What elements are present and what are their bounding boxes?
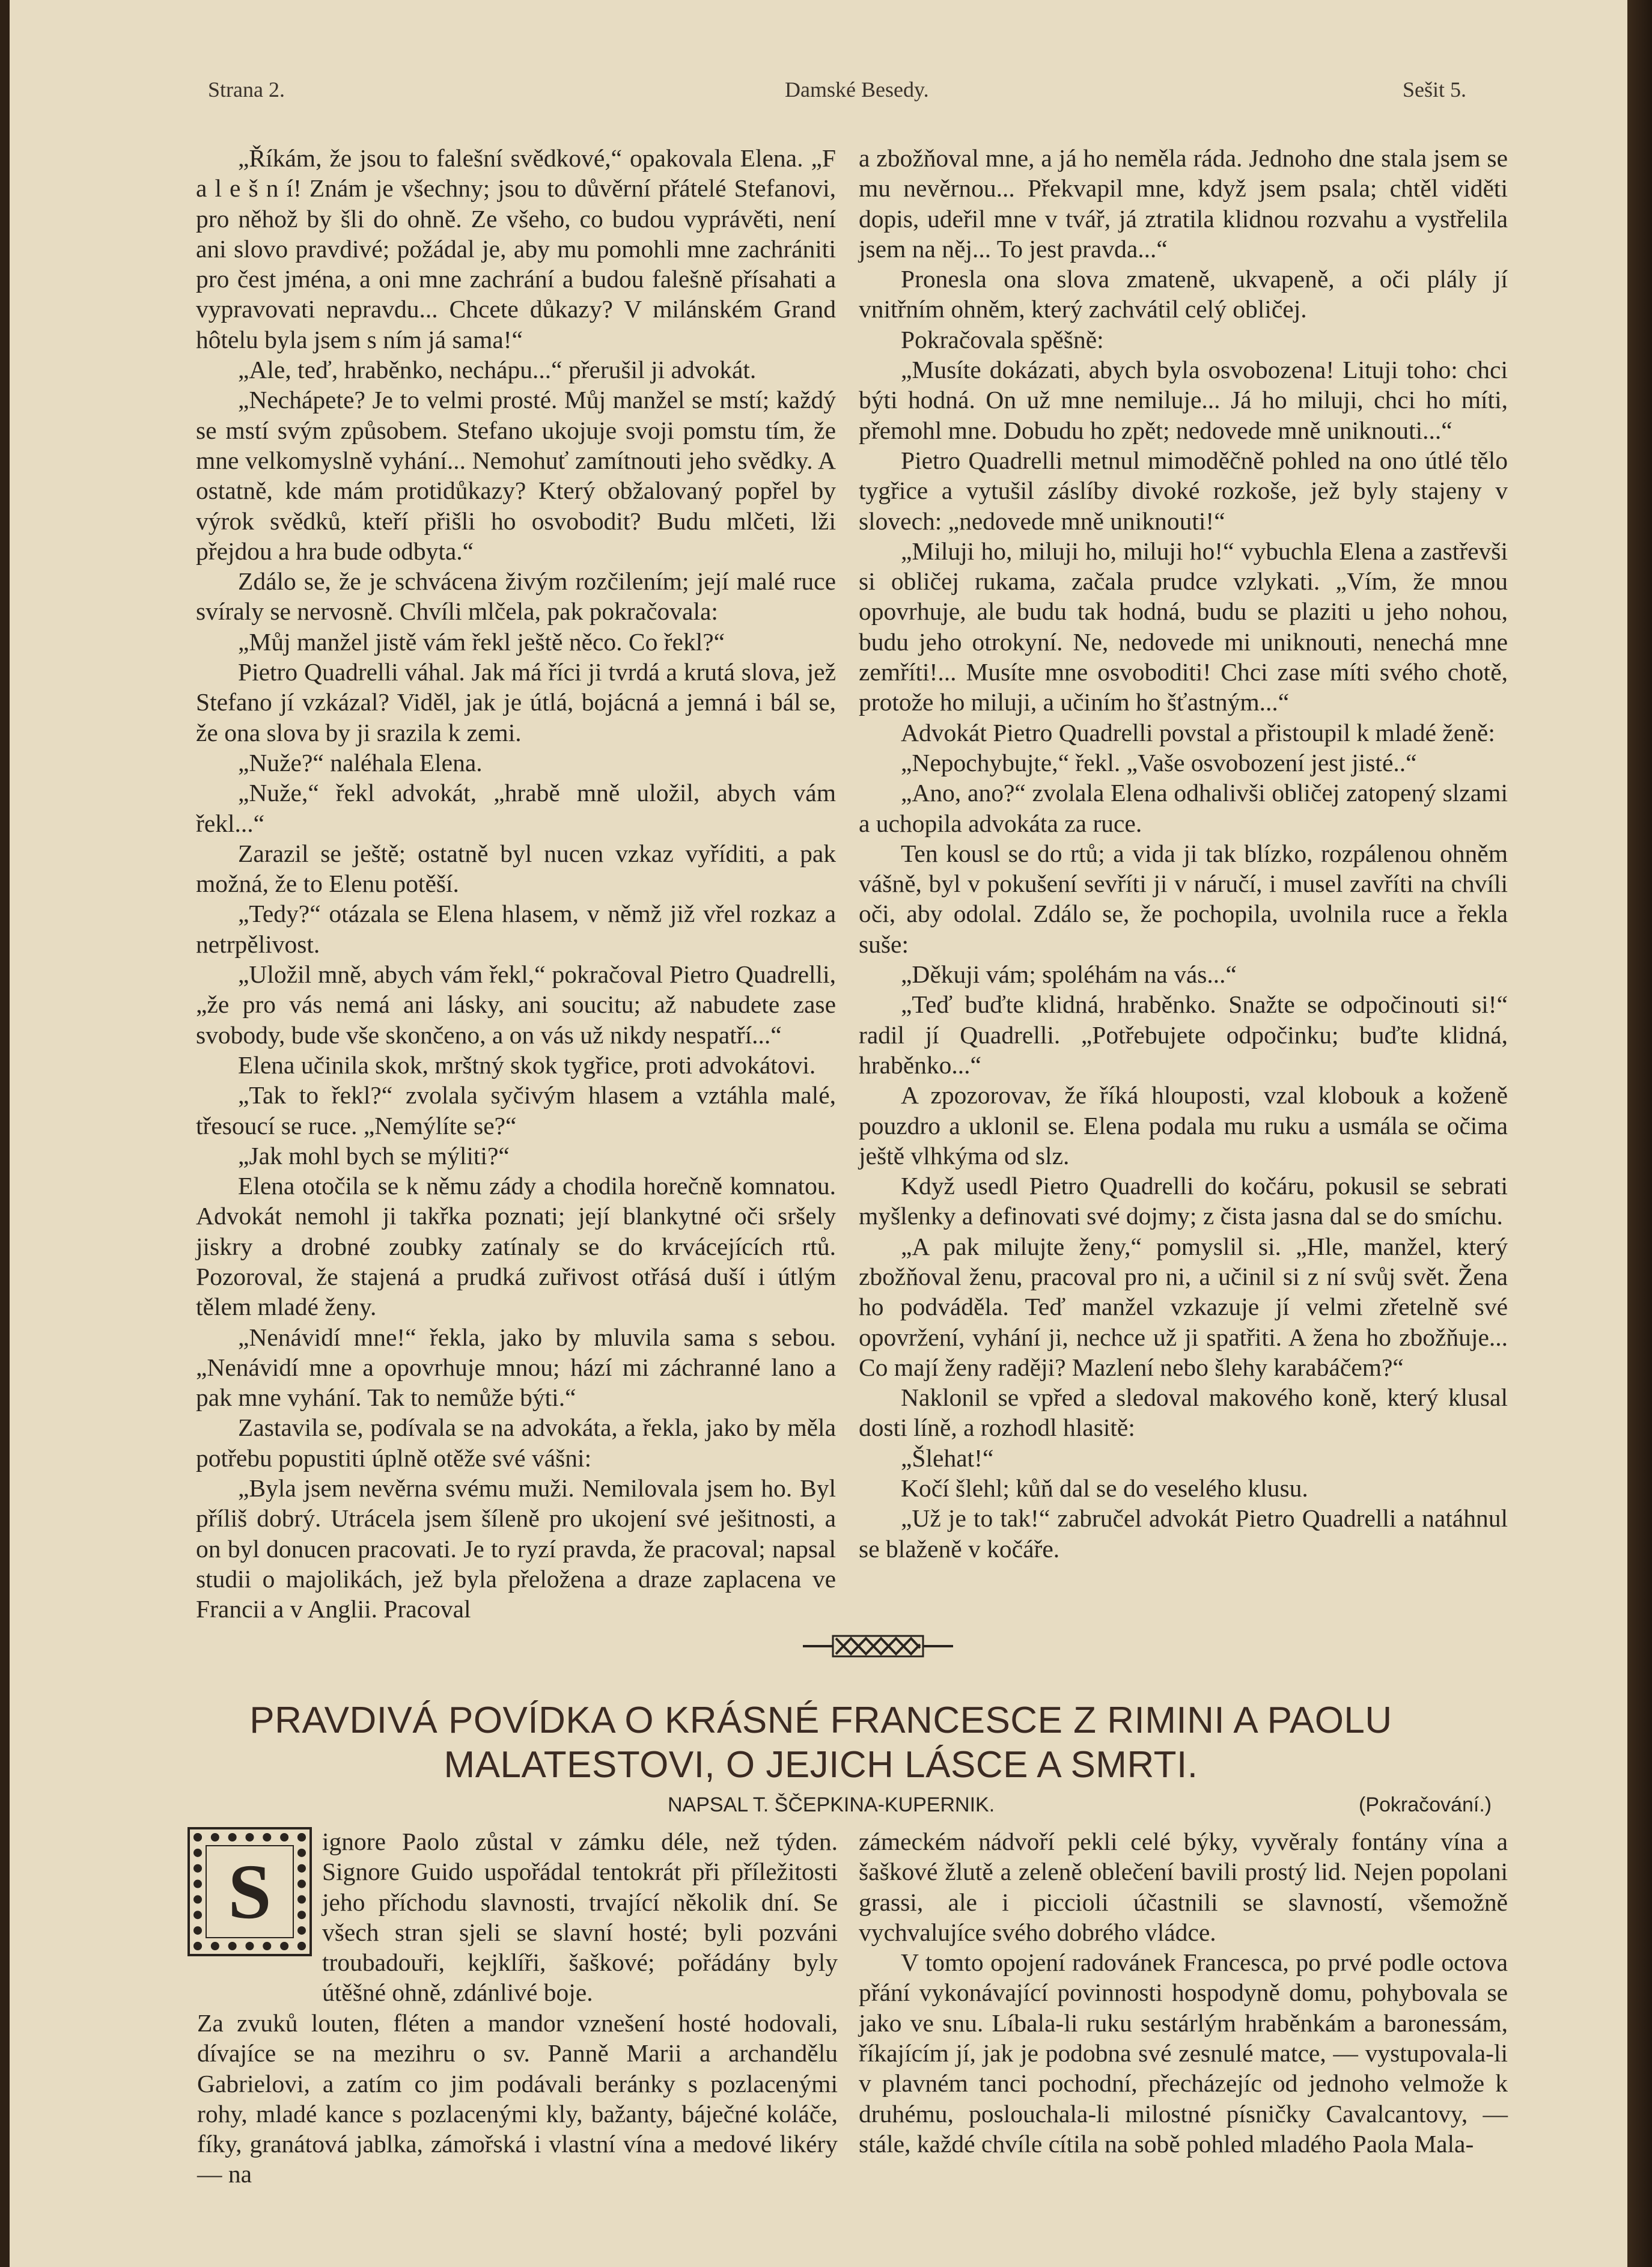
paragraph: Pietro Quadrelli váhal. Jak má říci ji tvrdá a krutá slova, jež Stefano jí vzkázal? Viděl, jak je útlá, bojácná a jemná i bál se, že ona slova by ji srazila k zemi. [196, 658, 836, 746]
paragraph: Elena otočila se k němu zády a chodila horečně komnatou. Advokát nemohl ji takřka poznati; její blankytné oči sršely jiskry a drobné zoubky zatínaly se do krvácejících rtů. Pozoroval, že stajená a prudká zuřivost otřásá duší i útlým tělem mladé ženy. [196, 1172, 836, 1321]
paragraph: a zbožňoval mne, a já ho neměla ráda. Jednoho dne stala jsem se mu nevěrnou... Překvapil mne, když jsem psala; chtěl viděti dopis, udeřil mne v tvář, já ztratila klidnou rozvahu a vystřelila jsem na něj... To jest pravda...“ [859, 144, 1508, 263]
paragraph: „Tedy?“ otázala se Elena hlasem, v němž již vřel rozkaz a netrpělivost. [196, 900, 836, 958]
story2-author: NAPSAL T. ŠČEPKINA-KUPERNIK. [668, 1793, 995, 1816]
paragraph: „Teď buďte klidná, hraběnko. Snažte se odpočinouti si!“ radil jí Quadrelli. „Potřebujete odpočinku; buďte klidná, hraběnko...“ [859, 990, 1508, 1079]
paragraph: Když usedl Pietro Quadrelli do kočáru, pokusil se sebrati myšlenky a definovati své dojmy; z čista jasna dal se do smíchu. [859, 1172, 1508, 1230]
paragraph: V tomto opojení radovánek Francesca, po prvé podle octova přání vykonávající povinnosti hospodyně domu, pohybovala se jako ve snu. Líbala-li ruku sestárlým hraběnkám a baronessám, říkajícím jí, jak je podobna své zesnulé matce, — vystupovala-li v plavném tanci pochodní, přecházejíc od jednoho velmože k druhému, poslouchala-li milostné písničky Cavalcantovy, — stále, každé chvíle cítila na sobě pohled mladého Paola Mala- [859, 1948, 1508, 2158]
story2-title-line: PRAVDIVÁ POVÍDKA O KRÁSNÉ FRANCESCE Z RIMINI A PAOLU [249, 1700, 1392, 1741]
drop-cap-letter: S [206, 1845, 294, 1938]
paragraph: „Nenávidí mne!“ řekla, jako by mluvila sama s sebou. „Nenávidí mne a opovrhuje mnou; hází mi záchranné lano a pak mne vyhání. Tak to nemůže býti.“ [196, 1323, 836, 1412]
paragraph: „Byla jsem nevěrna svému muži. Nemilovala jsem ho. Byl příliš dobrý. Utrácela jsem šíleně pro ukojení své ješitnosti, a on byl donucen pracovati. Je to ryzí pravda, že pracoval; napsal studii o majolikách, jež byla přeložena a draze zaplacena ve Francii a v Anglii. Pracoval [196, 1474, 836, 1623]
paragraph: A zpozorovav, že říká hlouposti, vzal klobouk a koženě pouzdro a uklonil se. Elena podala mu ruku a usmála se očima ještě vlhkýma od slz. [859, 1081, 1508, 1170]
drop-cap [187, 1827, 312, 1956]
paragraph: „Ano, ano?“ zvolala Elena odhalivši obličej zatopený slzami a uchopila advokáta za ruce. [859, 779, 1508, 837]
paragraph: Zdálo se, že je schvácena živým rozčilením; její malé ruce svíraly se nervosně. Chvíli mlčela, pak pokračovala: [196, 567, 836, 626]
paragraph: Zarazil se ještě; ostatně byl nucen vzkaz vyříditi, a pak možná, že to Elenu potěší. [196, 839, 836, 898]
paragraph: Kočí šlehl; kůň dal se do veselého klusu. [901, 1474, 1308, 1503]
paragraph: „Nuže?“ naléhala Elena. [238, 748, 483, 777]
paragraph: ignore Paolo zůstal v zámku déle, než týden. Signore Guido uspořádal tentokrát při příležitosti jeho příchodu slavnosti, trvající několik dní. Se všech stran sjeli se slavní hosté; byli pozváni troubadouři, kejklíři, šaškové; pořádány byly útěšné ohně, zdánlivé boje. [322, 1828, 838, 2007]
paragraph: „Uložil mně, abych vám řekl,“ pokračoval Pietro Quadrelli, „že pro vás nemá ani lásky, ani soucitu; až nabudete zase svobody, bude vše skončeno, a on vás už nikdy nespatří...“ [196, 960, 836, 1049]
paragraph: „Musíte dokázati, abych byla osvobozena! Lituji toho: chci býti hodná. On už mne nemiluje... Já ho miluji, chci ho míti, přemohl mne. Dobudu ho zpět; nedovede mně uniknouti...“ [859, 356, 1508, 444]
paragraph: zámeckém nádvoří pekli celé býky, vyvěraly fontány vína a šaškové žlutě a zeleně oblečení bavili prostý lid. Nejen popolani grassi, ale i piccioli účastnili se slavností, všemožně vychvalujíce svého dobrého vládce. [859, 1828, 1508, 1946]
paragraph: Za zvuků louten, fléten a mandor vznešení hosté hodovali, dívajíce se na mezihru o sv. Panně Marii a archandělu Gabrielovi, a zatím co jim podávali beránky s pozlacenými rohy, mladé kance s pozlacenými kly, bažanty, báječné koláče, fíky, granátová jablka, zámořská i vlastní vína a medové likéry — na [197, 2009, 838, 2188]
divider-ornament-icon [803, 1631, 953, 1661]
paragraph: „Ale, teď, hraběnko, nechápu...“ přerušil ji advokát. [238, 356, 757, 384]
story1-right-column [859, 143, 1508, 1564]
story2-continued-note: (Pokračování.) [1359, 1793, 1492, 1816]
story2-left-column-wrap [322, 1826, 838, 2008]
paragraph: „Nechápete? Je to velmi prosté. Můj manžel se mstí; každý se mstí svým způsobem. Stefano ukojuje svoji pomstu tím, že mne velkomyslně vyhání... Nemohuť zamítnouti jeho svědky. A ostatně, kde mám protidůkazy? Který obžalovaný popřel by výrok svědků, kteří přišli ho osvobodit? Budu mlčeti, lži přejdou a hra bude odbyta.“ [196, 386, 836, 565]
paragraph: Zastavila se, podívala se na advokáta, a řekla, jako by měla potřebu popustiti úplně otěže své vášni: [196, 1414, 836, 1472]
paragraph: „A pak milujte ženy,“ pomyslil si. „Hle, manžel, který zbožňoval ženu, pracoval pro ni, a učinil si z ní svůj svět. Žena ho podváděla. Teď manžel vzkazuje jí velmi zřetelně své opovržení, vyhání ji, nechce už ji spatřiti. A žena ho zbožňuje... Co mají ženy raději? Mazlení nebo šlehy karabáčem?“ [859, 1232, 1508, 1381]
story2-title [160, 1698, 1482, 1787]
page-binding-edge [1627, 0, 1652, 2267]
paragraph: „Miluji ho, miluji ho, miluji ho!“ vybuchla Elena a zastřevši si obličej rukama, začala prudce vzlykati. „Vím, že mnou opovrhuje, ale budu tak hodná, budu se plaziti u jeho nohou, budu jeho otrokyní. Ne, nedovede mi uniknouti, nenechá mne zemříti!... Musíte mne osvoboditi! Chci zase míti svého chotě, protože ho miluji, a učiním ho šťastným...“ [859, 537, 1508, 716]
paragraph: Elena učinila skok, mrštný skok tygřice, proti advokátovi. [238, 1051, 816, 1079]
header-issue-number: Sešit 5. [1403, 78, 1467, 102]
paragraph: Pronesla ona slova zmateně, ukvapeně, a oči plály jí vnitřním ohněm, který zachvátil celý obličej. [859, 265, 1508, 323]
magazine-page [10, 0, 1636, 2267]
paragraph: Ten kousl se do rtů; a vida ji tak blízko, rozpálenou ohněm vášně, byl v pokušení sevříti ji v náručí, i musel zavříti na chvíli oči, aby odolal. Zdálo se, že pochopila, uvolnila ruce a řekla suše: [859, 839, 1508, 958]
paragraph: „Děkuji vám; spoléhám na vás...“ [901, 960, 1237, 989]
paragraph: „Nepochybujte,“ řekl. „Vaše osvobození jest jisté..“ [901, 748, 1417, 777]
story2-right-column [859, 1826, 1508, 2159]
paragraph: Pokračovala spěšně: [901, 325, 1104, 353]
paragraph: „Nuže,“ řekl advokát, „hrabě mně uložil, abych vám řekl...“ [196, 779, 836, 837]
paragraph: „Říkám, že jsou to falešní svědkové,“ opakovala Elena. „F a l e š n í! Znám je všechny; jsou to důvěrní přátelé Stefanovi, pro něhož by šli do ohně. Ze všeho, co budou vyprávěti, není ani slovo pravdivé; požádal je, aby mu pomohli mne zachrániti pro čest jména, a oni mne zachrání a budou falešně přísahati a vypravovati nepravdu... Chcete důkazy? V milánském Grand hôtelu byla jsem s ním já sama!“ [196, 144, 836, 353]
paragraph: „Už je to tak!“ zabručel advokát Pietro Quadrelli a natáhnul se blaženě v kočáře. [859, 1504, 1508, 1563]
paragraph: Naklonil se vpřed a sledoval makového koně, který klusal dosti líně, a rozhodl hlasitě: [859, 1384, 1508, 1442]
story2-title-line: MALATESTOVI, O JEJICH LÁSCE A SMRTI. [443, 1744, 1198, 1786]
header-page-number: Strana 2. [208, 78, 285, 102]
paragraph: „Jak mohl bych se mýliti?“ [238, 1141, 510, 1170]
paragraph: „Můj manžel jistě vám řekl ještě něco. Co řekl?“ [238, 627, 725, 656]
header-magazine-title: Damské Besedy. [785, 78, 929, 102]
paragraph: Pietro Quadrelli metnul mimoděčně pohled na ono útlé tělo tygřice a vytušil záslíby divoké rozkoše, jež byly stajeny v slovech: „nedovede mně uniknouti!“ [859, 446, 1508, 535]
story2-left-column [197, 2008, 838, 2189]
paragraph: „Šlehat!“ [901, 1444, 994, 1472]
story1-left-column [196, 143, 836, 1625]
paragraph: Advokát Pietro Quadrelli povstal a přistoupil k mladé ženě: [901, 718, 1495, 746]
paragraph: „Tak to řekl?“ zvolala syčivým hlasem a vztáhla malé, třesoucí se ruce. „Nemýlíte se?“ [196, 1081, 836, 1140]
